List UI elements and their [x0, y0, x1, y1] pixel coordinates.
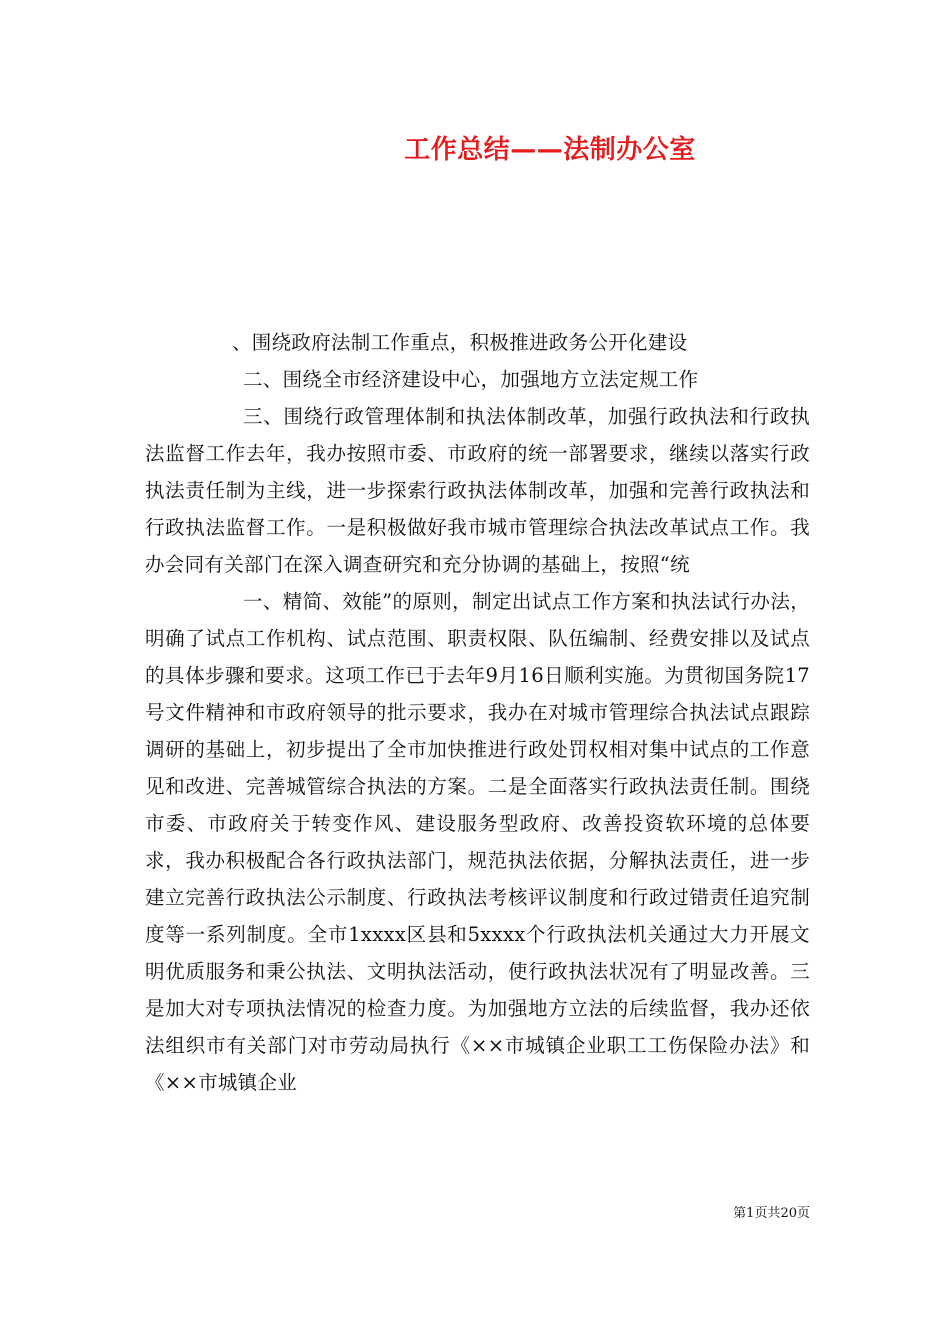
page-number-footer: 第1页共20页	[733, 1206, 810, 1221]
document-title: 工作总结——法制办公室	[404, 135, 696, 165]
paragraph-4: 一、精简、效能”的原则，制定出试点工作方案和执法试行办法，明确了试点工作机构、试点范围、职责权限、队伍编制、经费安排以及试点的具体步骤和要求。这项工作已于去年9月16日顺利实施。为贯彻国务院17号文件精神和市政府领导的批示要求，我办在对城市管理综合执法试点跟踪调研的基础上，初步提出了全市加快推进行政处罚权相对集中试点的工作意见和改进、完善城管综合执法的方案。二是全面落实行政执法责任制。围绕市委、市政府关于转变作风、建设服务型政府、改善投资软环境的总体要求，我办积极配合各行政执法部门，规范执法依据，分解执法责任，进一步建立完善行政执法公示制度、行政执法考核评议制度和行政过错责任追究制度等一系列制度。全市1xxxx区县和5xxxx个行政执法机关通过大力开展文明优质服务和秉公执法、文明执法活动，使行政执法状况有了明显改善。三是加大对专项执法情况的检查力度。为加强地方立法的后续监督，我办还依法组织市有关部门对市劳动局执行《××市城镇企业职工工伤保险办法》和《××市城镇企业	[145, 590, 810, 1094]
paragraph-2: 二、围绕全市经济建设中心，加强地方立法定规工作	[243, 368, 699, 391]
paragraph-1: 、围绕政府法制工作重点，积极推进政务公开化建设	[232, 331, 688, 354]
paragraph-3: 三、围绕行政管理体制和执法体制改革，加强行政执法和行政执法监督工作去年，我办按照市委、市政府的统一部署要求，继续以落实行政执法责任制为主线，进一步探索行政执法体制改革，加强和完善行政执法和行政执法监督工作。一是积极做好我市城市管理综合执法改革试点工作。我办会同有关部门在深入调查研究和充分协调的基础上，按照“统	[145, 405, 810, 576]
document-body	[145, 324, 810, 1101]
